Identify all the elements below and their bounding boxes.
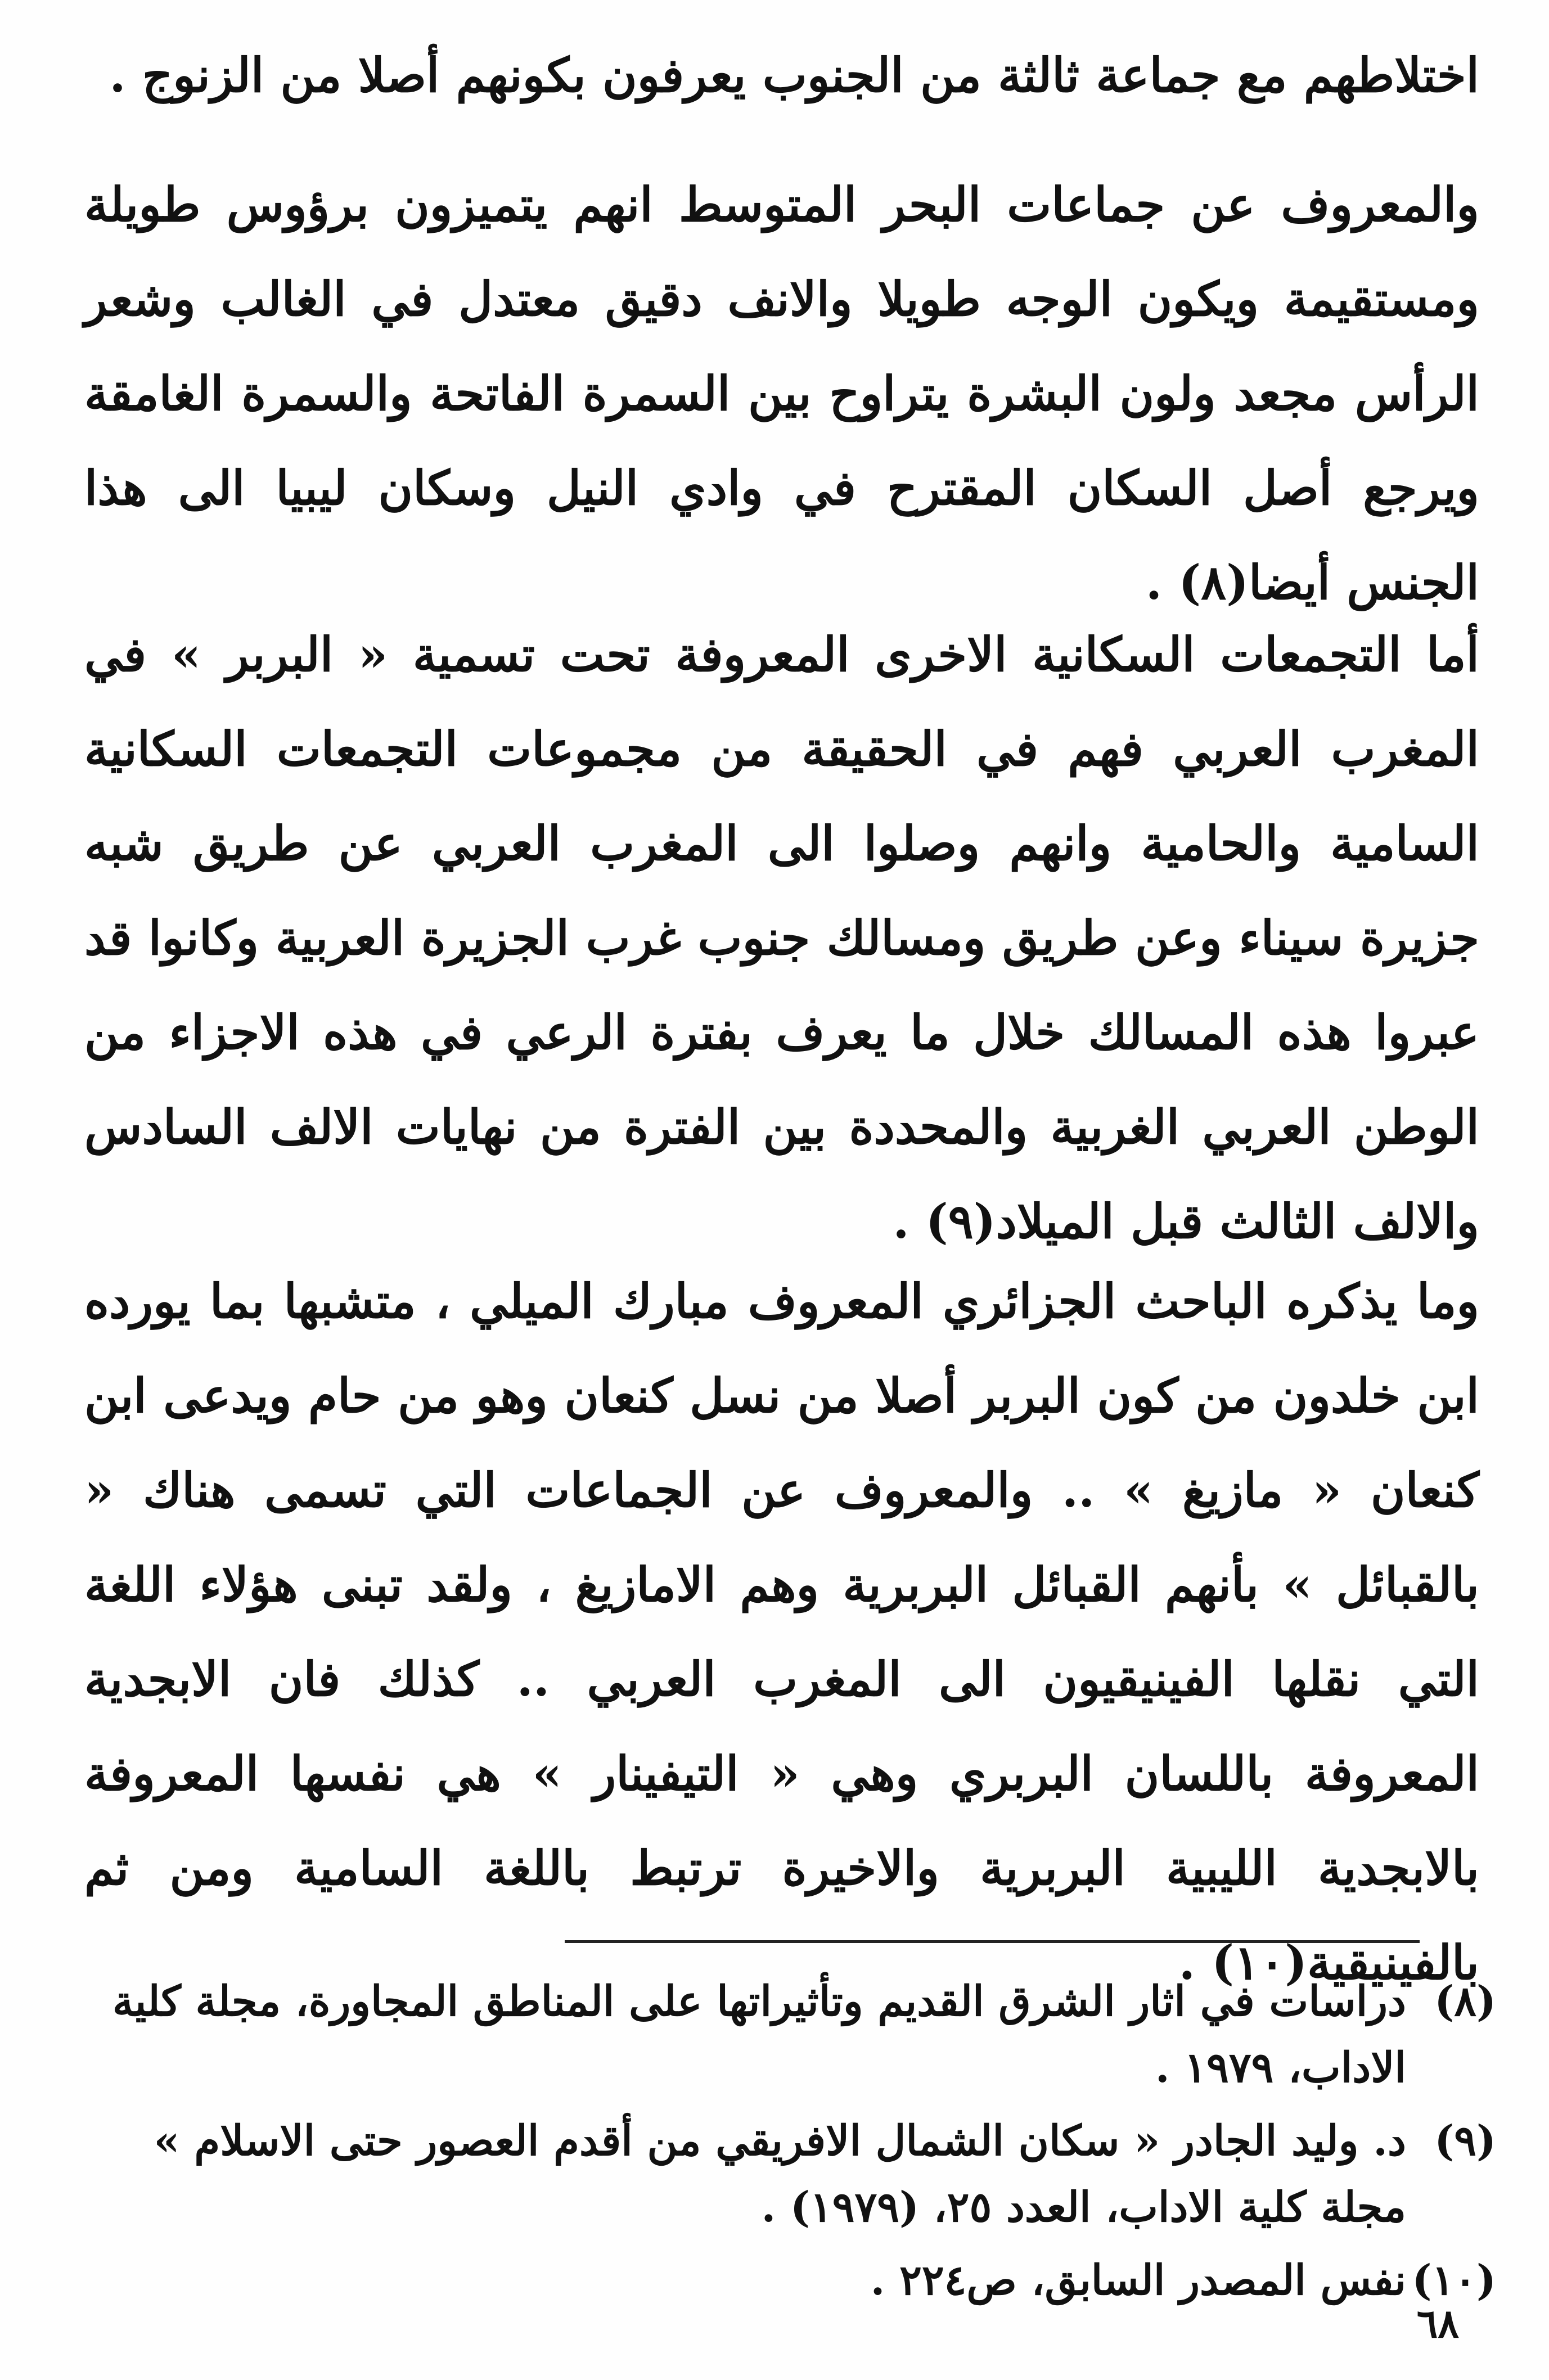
footnote-number: (٩)	[1434, 2117, 1496, 2165]
paragraph-text: والمعروف عن جماعات البحر المتوسط انهم يتميزون برؤوس طويلة ومستقيمة ويكون الوجه طويلا والانف دقيق معتدل في الغالب وشعر الرأس مجعد ولون البشرة يتراوح بين السمرة الفاتحة والسمرة الغامقة ويرجع أصل السكان المقترح في وادي النيل وسكان ليبيا الى هذا الجنس أيضا(٨) .	[84, 177, 1479, 610]
footnote-text: دراسات في اثار الشرق القديم وتأثيراتها على المناطق المجاورة، مجلة كلية الاداب، ١٩٧٩ .	[112, 1977, 1406, 2092]
paragraph-text: وما يذكره الباحث الجزائري المعروف مبارك الميلي ، متشبها بما يورده ابن خلدون من كون البربر أصلا من نسل كنعان وهو من حام ويدعى ابن كنعان « مازيغ » .. والمعروف عن الجماعات التي تسمى هناك « بالقبائل » بأنهم القبائل البربرية وهم الامازيغ ، ولقد تبنى هؤلاء اللغة التي نقلها الفينيقيون الى المغرب العربي .. كذلك فان الابجدية المعروفة باللسان البربري وهي « التيفينار » هي نفسها المعروفة بالابجدية الليبية البربرية والاخيرة ترتبط باللغة السامية ومن ثم بالفينيقية(١٠) .	[84, 1273, 1480, 1990]
page-number: ٦٨	[1416, 2300, 1459, 2347]
paragraph-continuation	[84, 28, 1479, 123]
footnote-text: نفس المصدر السابق، ص٢٢٤ .	[870, 2256, 1406, 2305]
paragraph-mediterranean-groups	[84, 157, 1479, 630]
paragraph-berbers	[84, 607, 1479, 1269]
footnote-item	[96, 2108, 1496, 2241]
footnote-item	[96, 2247, 1496, 2314]
paragraph-mubarak-mili	[84, 1254, 1479, 2010]
footnote-number: (٨)	[1434, 1977, 1496, 2026]
footnote-number: (١٠)	[1412, 2256, 1496, 2305]
footnote-item	[96, 1968, 1496, 2101]
footnote-text: د. وليد الجادر « سكان الشمال الافريقي من أقدم العصور حتى الاسلام » مجلة كلية الاداب، العدد ٢٥، (١٩٧٩) .	[154, 2117, 1406, 2232]
footnote-divider	[565, 1940, 1420, 1943]
footnotes	[96, 1968, 1496, 2320]
paragraph-text: أما التجمعات السكانية الاخرى المعروفة تحت تسمية « البربر » في المغرب العربي فهم في الحقيقة من مجموعات التجمعات السكانية السامية والحامية وانهم وصلوا الى المغرب العربي عن طريق شبه جزيرة سيناء وعن طريق ومسالك جنوب غرب الجزيرة العربية وكانوا قد عبروا هذه المسالك خلال ما يعرف بفترة الرعي في هذه الاجزاء من الوطن العربي الغربية والمحددة بين الفترة من نهايات الالف السادس والالف الثالث قبل الميلاد(٩) .	[84, 626, 1479, 1249]
paragraph-text: اختلاطهم مع جماعة ثالثة من الجنوب يعرفون بكونهم أصلا من الزنوج .	[109, 47, 1479, 103]
